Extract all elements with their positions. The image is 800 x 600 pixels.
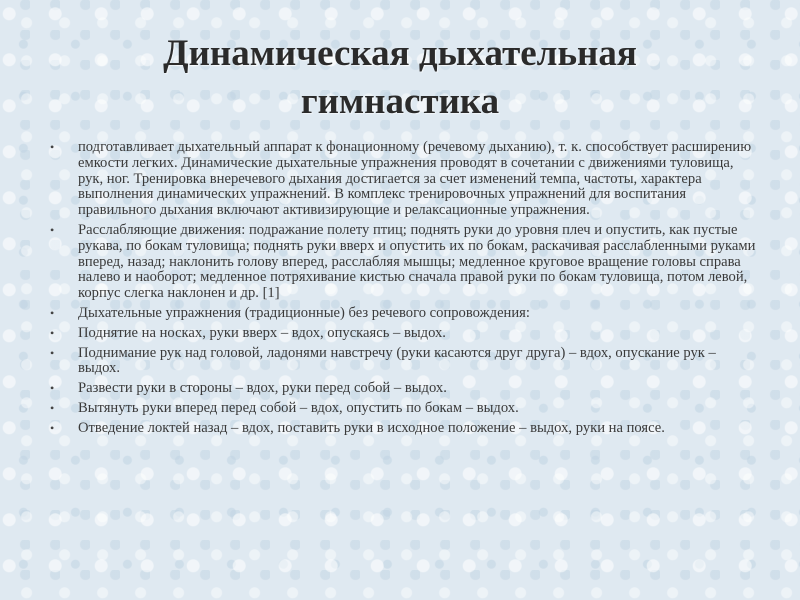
list-item [44, 346, 756, 378]
slide-title [40, 30, 760, 126]
list-item-text: Поднятие на носках, руки вверх – вдох, опускаясь – выдох. [78, 324, 446, 341]
bullet-icon: • [50, 325, 55, 340]
bullet-icon: • [50, 305, 55, 320]
list-item-text: Вытянуть руки вперед перед собой – вдох, опустить по бокам – выдох. [78, 399, 519, 416]
list-item [44, 140, 756, 219]
slide-title-line-2: гимнастика [300, 81, 500, 122]
bullet-icon: • [50, 222, 55, 237]
bullet-list [44, 140, 756, 441]
list-item-text: Поднимание рук над головой, ладонями навстречу (руки касаются друг друга) – вдох, опускание рук – выдох. [78, 344, 716, 377]
list-item [44, 401, 756, 417]
list-item [44, 381, 756, 397]
bullet-icon: • [50, 400, 55, 415]
list-item-text: Развести руки в стороны – вдох, руки перед собой – выдох. [78, 380, 447, 397]
list-item-text: Дыхательные упражнения (традиционные) без речевого сопровождения: [78, 304, 530, 321]
slide-title-line-1: Динамическая дыхательная [163, 33, 637, 74]
bullet-icon: • [50, 381, 55, 396]
bullet-icon: • [50, 345, 55, 360]
list-item [44, 223, 756, 302]
list-item-text: подготавливает дыхательный аппарат к фонационному (речевому дыханию), т. к. способствует расширению емкости легких. Динамические дыхательные упражнения проводят в сочетании с движениями туловища, рук, ног. Тренировка внеречевого дыхания достигается за счет изменений темпа, частоты, характера выполнения динамических упражнений. В комплекс тренировочных упражнений для воспитания правильного дыхания включают активизирующие и релаксационные упражнения. [78, 139, 752, 219]
bullet-icon: • [50, 140, 55, 154]
list-item [44, 326, 756, 342]
list-item-text: Расслабляющие движения: подражание полету птиц; поднять руки до уровня плеч и опустить, как пустые рукава, по бокам туловища; поднять руки вверх и опустить их по бокам, раскачивая расслабленными руками вперед, назад; наклонить голову вперед, расслабляя мышцы; медленное круговое вращение головы справа налево и наоборот; медленное потряхивание кистью сначала правой руки по бокам туловища, потом левой, корпус слегка наклонен и др. [1] [78, 221, 756, 302]
bullet-icon: • [50, 420, 55, 435]
list-item-text: Отведение локтей назад – вдох, поставить руки в исходное положение – выдох, руки на поясе. [78, 419, 665, 436]
list-item [44, 421, 756, 437]
list-item [44, 306, 756, 322]
